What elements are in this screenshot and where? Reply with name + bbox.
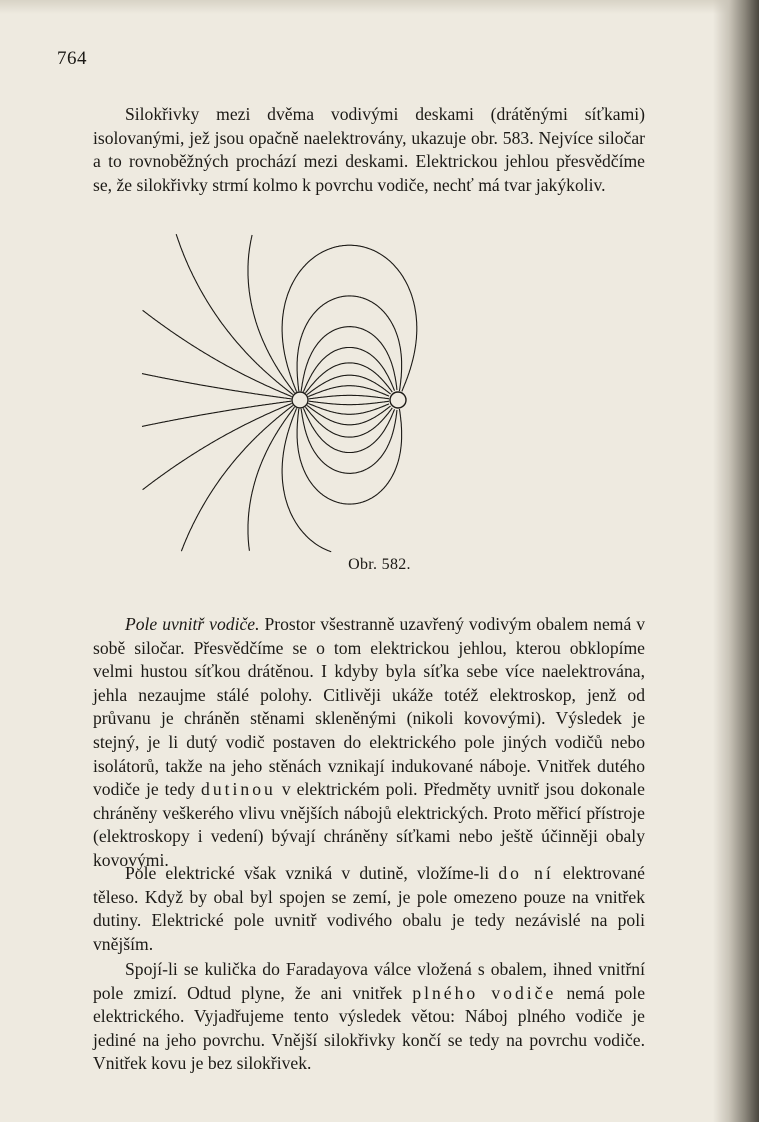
field-lines-diagram <box>140 232 560 554</box>
field-line <box>303 408 394 452</box>
field-line <box>248 235 295 393</box>
field-line <box>297 296 402 391</box>
intro-paragraph <box>93 103 645 197</box>
para3-emphasis: plného vodiče <box>412 982 557 1003</box>
section-paragraph-3 <box>93 958 645 1076</box>
field-line <box>306 407 393 437</box>
section-paragraph-2 <box>93 862 645 956</box>
section-paragraph-1 <box>93 613 645 873</box>
figure-caption: Obr. 582. <box>348 556 411 573</box>
para3-text-b: nemá pole elektrického. Vyjadřujeme tento výsledek větou: Náboj plného vodiče je jediné na jeho povrchu. Vnější silokřivky končí se tedy na povrchu vodiče. Vnitřek kovu je bez silokřivek. <box>93 982 645 1074</box>
field-line <box>303 348 394 392</box>
field-line <box>306 363 393 393</box>
para2-text-a: Pole elektrické však vzniká v dutině, vložíme-li <box>125 863 499 883</box>
field-line <box>309 395 389 399</box>
section-heading: Pole uvnitř vodiče. <box>125 614 260 634</box>
charge-left <box>292 392 308 408</box>
field-line <box>282 245 417 392</box>
field-line <box>297 409 402 504</box>
page-number: 764 <box>57 48 87 69</box>
para2-emphasis: do ní <box>498 863 554 883</box>
charge-right <box>390 392 406 408</box>
section-text-b: v elektrickém poli. Předměty uvnitř jsou dokonale chráněny veškerého vlivu vnějších nábojů elektrických. Proto měřicí přístroje (elektroskopy i vedení) bývají chráněny síťkami nebo ještě účinněji obaly kovovými. <box>93 779 645 870</box>
para3-text-a: Spojí-li se kulička do Faradayova válce vložená s obalem, ihned vnitřní pole zmizí. Odtud plyne, že ani vnitřek <box>93 959 645 1003</box>
field-line <box>309 401 389 405</box>
section-text-a: Prostor všestranně uzavřený vodivým obalem nemá v sobě siločar. Přesvědčíme se o tom elektrickou jehlou, kterou obklopíme velmi hustou síťkou drátěnou. I kdyby byla síťka sebe více naelektrována, jehla nezaujme stálé polohy. Citlivěji ukáže totéž elektroskop, jenž od průvanu je chráněn stěnami skleněnými (nikoli kovovými). Výsledek je stejný, je li dutý vodič postaven do elektrického pole jiných vodičů nebo isolátorů, takže na jeho stěnách vznikají indukované náboje. Vnitřek dutého vodiče je tedy <box>93 614 646 800</box>
intro-text: Silokřivky mezi dvěma vodivými deskami (drátěnými síťkami) isolovanými, jež jsou opačně naelektrovány, ukazuje obr. 583. Nejvíce siločar a to rovnoběžných prochází mezi deskami. Elektrickou jehlou přesvědčíme se, že silokřivky strmí kolmo k povrchu vodiče, nechť má tvar jakýkoliv. <box>93 104 645 195</box>
field-line <box>282 408 331 551</box>
field-line <box>181 406 293 552</box>
field-line <box>248 407 295 551</box>
para2-text-b: elektrované těleso. Když by obal byl spojen se zemí, je pole omezeno pouze na vnitřek dutiny. Elektrické pole uvnitř vodivého obalu je tedy nezávislé na poli vnějším. <box>93 863 645 954</box>
figure-field-lines <box>140 232 560 554</box>
section-emphasis-dutinou: dutinou <box>201 779 276 800</box>
page-top-shadow <box>0 0 759 14</box>
